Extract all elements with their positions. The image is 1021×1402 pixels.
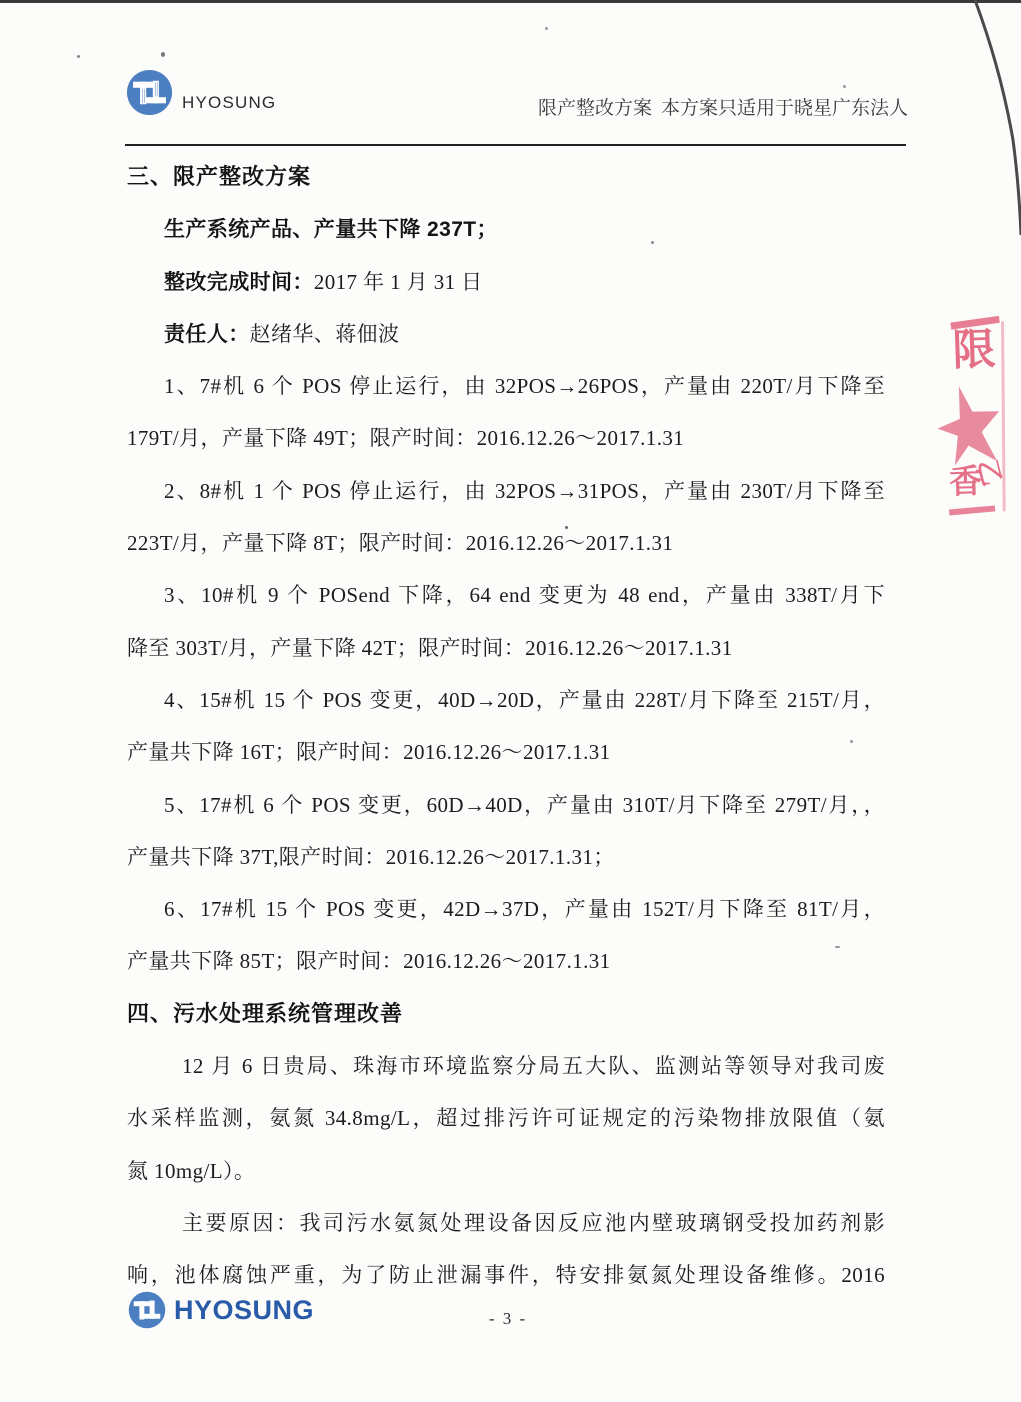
scan-top-edge-line bbox=[0, 0, 1021, 3]
doc-line: 整改完成时间：2017 年 1 月 31 日 bbox=[164, 269, 483, 294]
header-logo-text: HYOSUNG bbox=[182, 93, 277, 112]
stamp-char-top: 限 bbox=[951, 326, 997, 376]
doc-line: 3、10#机 9 个 POSend 下降，64 end 变更为 48 end，产量由 338T/月下 bbox=[164, 583, 885, 608]
doc-line: 4、15#机 15 个 POS 变更，40D→20D，产量由 228T/月下降至 215T/月， bbox=[164, 687, 885, 712]
document-body bbox=[127, 151, 885, 1302]
doc-line: 降至 303T/月，产量下降 42T；限产时间：2016.12.26～2017.1.31 bbox=[127, 635, 733, 660]
scan-corner-artifact bbox=[961, 0, 1021, 260]
header-rule bbox=[125, 144, 906, 146]
footer-brand bbox=[128, 1291, 314, 1329]
doc-line: 产量共下降 16T；限产时间：2016.12.26～2017.1.31 bbox=[127, 740, 611, 765]
dust-speck bbox=[843, 85, 846, 88]
header-doc-type: 限产整改方案 bbox=[538, 98, 653, 119]
dust-speck bbox=[545, 27, 548, 30]
doc-line: 1、7#机 6 个 POS 停止运行，由 32POS→26POS，产量由 220T/月下降至 bbox=[164, 374, 885, 399]
header-meta bbox=[538, 93, 908, 120]
doc-line: 179T/月，产量下降 49T；限产时间：2016.12.26～2017.1.31 bbox=[127, 426, 685, 451]
doc-line: 2、8#机 1 个 POS 停止运行，由 32POS→31POS，产量由 230T/月下降至 bbox=[164, 478, 885, 503]
header-scope-note: 本方案只适用于晓星广东法人 bbox=[660, 98, 908, 119]
doc-line: 223T/月，产量下降 8T；限产时间：2016.12.26～2017.1.31 bbox=[127, 531, 674, 556]
doc-line: 5、17#机 6 个 POS 变更，60D→40D，产量由 310T/月下降至 279T/月，， bbox=[164, 792, 885, 817]
doc-line: 责任人：赵绪华、蒋佃波 bbox=[164, 321, 400, 346]
footer-logo-text: HYOSUNG bbox=[174, 1294, 315, 1325]
doc-line: 产量共下降 85T；限产时间：2016.12.26～2017.1.31 bbox=[127, 949, 611, 974]
stamp-char-squiggle: 乙 bbox=[972, 456, 1007, 489]
section-heading: 三、限产整改方案 bbox=[127, 164, 312, 189]
page-number: - 3 - bbox=[488, 1309, 528, 1328]
footer-hyosung-logo-icon bbox=[128, 1291, 166, 1329]
dust-speck bbox=[161, 52, 165, 57]
doc-line: 主要原因：我司污水氨氮处理设备因反应池内壁玻璃钢受投加药剂影 bbox=[182, 1210, 885, 1235]
section-heading: 四、污水处理系统管理改善 bbox=[127, 1000, 404, 1026]
stamp-border-bottom bbox=[949, 505, 995, 515]
doc-line: 水采样监测，氨氮 34.8mg/L，超过排污许可证规定的污染物排放限值（氨 bbox=[127, 1106, 885, 1131]
doc-line: 响，池体腐蚀严重，为了防止泄漏事件，特安排氨氮处理设备维修。2016 bbox=[127, 1263, 885, 1288]
doc-line: 氮 10mg/L）。 bbox=[127, 1158, 256, 1183]
dust-speck bbox=[77, 55, 80, 58]
doc-line: 12 月 6 日贵局、珠海市环境监察分局五大队、监测站等领导对我司废 bbox=[182, 1054, 885, 1079]
stamp-char-bottom: 香 bbox=[948, 464, 983, 502]
doc-line: 6、17#机 15 个 POS 变更，42D→37D，产量由 152T/月下降至 81T/月， bbox=[164, 897, 885, 922]
header-brand bbox=[126, 69, 276, 116]
doc-line: 产量共下降 37T,限产时间：2016.12.26～2017.1.31； bbox=[127, 844, 615, 869]
hyosung-logo-icon bbox=[126, 69, 173, 116]
doc-line: 生产系统产品、产量共下降 237T； bbox=[164, 218, 498, 242]
red-stamp bbox=[932, 314, 1021, 527]
